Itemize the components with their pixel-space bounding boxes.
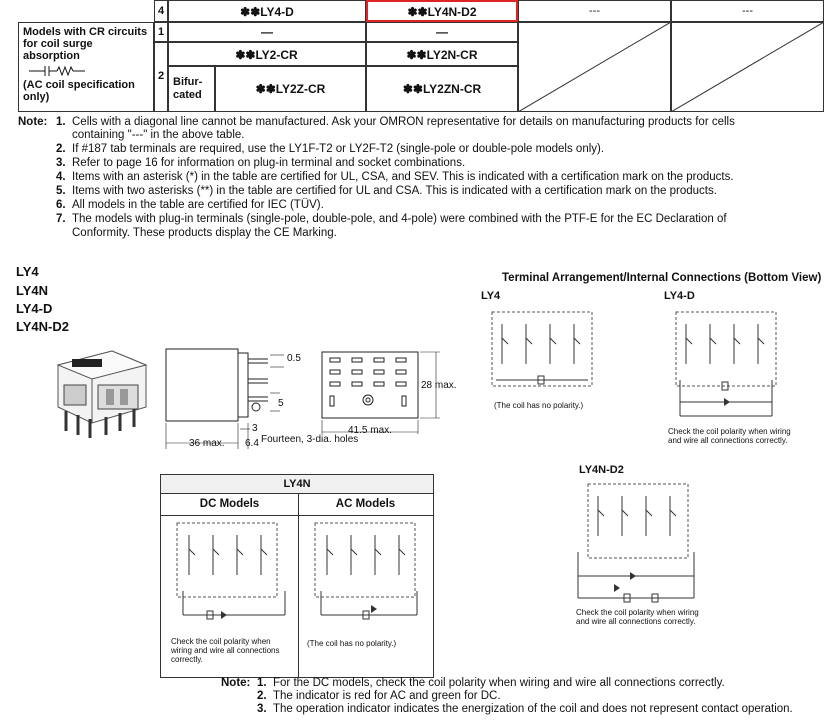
diagram-title: LY4-D <box>664 290 695 302</box>
model-ly4-d: ✽✽LY4-D <box>240 5 294 19</box>
model-ly2z-cr: ✽✽LY2Z-CR <box>255 82 326 96</box>
cr-circuit-symbol <box>29 65 89 77</box>
pole-cell <box>154 22 168 42</box>
ac-spec-line: (AC coil specification <box>23 79 135 91</box>
cell-empty <box>518 0 671 22</box>
cell-ly2zn-cr <box>366 66 518 112</box>
dash-text: — <box>261 25 273 39</box>
dim-label: 0.5 <box>287 353 301 364</box>
dim-label: 36 max. <box>189 438 225 449</box>
bottom-view-drawing <box>318 350 458 436</box>
type-line: Bifur- <box>173 76 203 88</box>
diagram-caption: wiring and wire all connections <box>171 646 280 655</box>
na-text: --- <box>742 5 753 17</box>
note-item: 2. The indicator is red for AC and green for DC. <box>257 690 501 702</box>
note-item: 7. The models with plug-in terminals (single-pole, double-pole, and 4-pole) were combined with the PTF-E for the EC Declaration of <box>56 213 727 225</box>
dim-label: 3 <box>252 423 258 434</box>
pole-number: 4 <box>158 5 165 17</box>
cr-label-line: for coil surge <box>23 38 93 50</box>
pole-number: 1 <box>158 26 165 38</box>
model-ly4n-d2: ✽✽LY4N-D2 <box>407 5 477 19</box>
terminal-title: Terminal Arrangement/Internal Connections (Bottom View) <box>502 272 822 284</box>
note-item: containing "---" in the above table. <box>72 129 245 141</box>
cr-label-line: Models with CR circuits <box>23 26 148 38</box>
dim-label: 6.4 <box>245 438 259 449</box>
model-ly2-cr: ✽✽LY2-CR <box>235 48 298 62</box>
diagonal-cell <box>518 22 671 112</box>
cell-ly4n-d2[interactable] <box>366 0 518 22</box>
note-item: Conformity. These products display the CE Marking. <box>72 227 337 239</box>
pole-cell <box>154 42 168 112</box>
note-item: 1. For the DC models, check the coil polarity when wiring and wire all connections correctly. <box>257 677 725 689</box>
dim-label: Fourteen, 3-dia. holes <box>261 434 359 445</box>
model-label: LY4 <box>16 264 39 279</box>
note-item: 2. If #187 tab terminals are required, use the LY1F-T2 or LY2F-T2 (single-pole or double-pole models only). <box>56 143 605 155</box>
diagram-caption: Check the coil polarity when wiring <box>576 608 699 617</box>
dim-label: 41.5 max. <box>348 425 392 436</box>
cell-ly2n-cr <box>366 42 518 66</box>
ac-models-header: AC Models <box>298 493 433 516</box>
model-label: LY4N-D2 <box>16 319 69 334</box>
diagram-caption: Check the coil polarity when <box>171 637 271 646</box>
note-item: 6. All models in the table are certified for IEC (TÜV). <box>56 199 324 211</box>
diagram-caption: Check the coil polarity when wiring <box>668 427 791 436</box>
note-item: 5. Items with two asterisks (**) in the table are certified for UL and CSA. This is indicated with a certification mark on the products. <box>56 185 717 197</box>
panel-title: LY4N <box>161 475 433 494</box>
ly4-d-terminal-diagram <box>668 310 780 420</box>
type-line: cated <box>173 89 202 101</box>
cell-ly2z-cr <box>215 66 366 112</box>
model-ly2zn-cr: ✽✽LY2ZN-CR <box>402 82 482 96</box>
ac-spec-line: only) <box>23 91 50 103</box>
pole-number: 2 <box>158 70 165 82</box>
cell-empty <box>671 0 824 22</box>
model-label: LY4N <box>16 283 49 298</box>
diagram-caption: (The coil has no polarity.) <box>307 639 397 648</box>
note-item: 3. Refer to page 16 for information on plug-in terminal and socket combinations. <box>56 157 466 169</box>
relay-product-image <box>50 345 150 440</box>
cr-label-line: absorption <box>23 50 80 62</box>
notes-label: Note: <box>18 116 48 128</box>
ly4n-ac-diagram <box>311 521 427 631</box>
note-item: 3. The operation indicator indicates the energization of the coil and does not represent contact operation. <box>257 703 793 715</box>
diagram-caption: correctly. <box>171 655 203 664</box>
cell-dash <box>366 22 518 42</box>
cell-dash <box>168 22 366 42</box>
ly4n-d2-terminal-diagram <box>574 482 698 604</box>
ly4n-panel <box>160 474 434 678</box>
notes-label: Note: <box>221 677 251 689</box>
type-cell <box>168 66 215 112</box>
model-label: LY4-D <box>16 301 53 316</box>
model-table <box>18 0 824 112</box>
cell-ly4-d <box>168 0 366 22</box>
cr-label-cell <box>18 22 154 112</box>
note-item: 1. Cells with a diagonal line cannot be manufactured. Ask your OMRON representative for details on manufacturing products for cells <box>56 116 735 128</box>
ly4n-dc-diagram <box>173 521 289 631</box>
dim-label: 5 <box>278 398 284 409</box>
cell-ly2-cr <box>215 42 366 66</box>
model-ly2n-cr: ✽✽LY2N-CR <box>406 48 478 62</box>
diagonal-cell <box>671 22 824 112</box>
dim-label: 28 max. <box>421 380 457 391</box>
dc-models-header: DC Models <box>161 493 299 516</box>
pole-cell <box>154 0 168 22</box>
diagram-title: LY4 <box>481 290 501 302</box>
note-item: 4. Items with an asterisk (*) in the table are certified for UL, CSA, and SEV. This is indicated with a certification mark on the products. <box>56 171 734 183</box>
dash-text: — <box>436 25 448 39</box>
diagram-title: LY4N-D2 <box>579 464 624 476</box>
diagram-caption: and wire all connections correctly. <box>576 617 696 626</box>
diagram-caption: (The coil has no polarity.) <box>494 401 584 410</box>
ly4-terminal-diagram <box>490 310 594 390</box>
diagram-caption: and wire all connections correctly. <box>668 436 788 445</box>
na-text: --- <box>589 5 600 17</box>
